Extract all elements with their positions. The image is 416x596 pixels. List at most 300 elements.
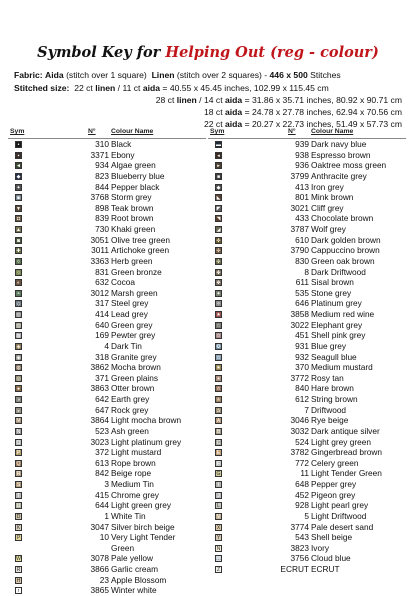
colour-name: Celery green (311, 457, 359, 468)
table-row (8, 490, 206, 501)
table-row (8, 224, 206, 235)
colour-name: Pale desert sand (311, 521, 374, 532)
table-row (208, 500, 406, 511)
colour-name: Green grey (111, 319, 153, 330)
symbol-table-right (208, 127, 406, 575)
colour-name: Chrome grey (111, 489, 159, 500)
floss-number: 23 (99, 574, 109, 585)
color-swatch-icon: ▬ (216, 142, 221, 148)
color-swatch-icon: ▩ (16, 333, 21, 340)
table-row (208, 256, 406, 267)
table-row (8, 256, 206, 267)
floss-number: 3021 (290, 202, 309, 213)
floss-number: 939 (295, 139, 309, 149)
colour-name: Marsh green (111, 287, 158, 298)
floss-number: 648 (295, 479, 309, 489)
table-row (8, 309, 206, 320)
table-row (208, 203, 406, 214)
floss-number: 371 (95, 372, 109, 383)
table-row (8, 373, 206, 384)
table-row (8, 383, 206, 394)
color-swatch-icon: ◓ (16, 290, 21, 297)
colour-name: Mink brown (311, 192, 354, 203)
table-row (208, 182, 406, 193)
colour-name: Earth grey (111, 394, 150, 404)
floss-number: 3032 (290, 425, 309, 436)
table-row (208, 405, 406, 416)
floss-number: 372 (95, 447, 109, 458)
stitch-count: 446 x 500 (269, 70, 308, 80)
size-ct: 22 ct (203, 119, 223, 129)
size-line-3 (204, 107, 402, 117)
floss-number: 3022 (290, 319, 309, 330)
color-swatch-icon: ✪ (216, 343, 221, 350)
color-swatch-icon: R (16, 567, 21, 573)
floss-number: 317 (95, 298, 109, 309)
colour-name: Black (111, 139, 132, 149)
table-row (208, 213, 406, 224)
color-swatch-icon: r (15, 587, 22, 594)
colour-name: Winter white (111, 585, 157, 596)
colour-name: Pepper grey (311, 479, 357, 489)
floss-number: 931 (295, 340, 309, 351)
header-sym: Sym (210, 128, 225, 135)
color-swatch-icon: O (16, 439, 21, 446)
colour-name: Green bronze (111, 266, 162, 277)
colour-name: Ivory (311, 542, 329, 553)
size-value: = 20.27 x 22.73 inches, 51.49 x 57.73 cm (244, 119, 402, 129)
color-swatch-icon: ○ (16, 269, 21, 276)
color-swatch-icon: B (216, 428, 221, 435)
table-row (8, 192, 206, 203)
table-row (208, 490, 406, 501)
table-row (8, 575, 206, 586)
size-value: = 24.78 x 27.78 inches, 62.94 x 70.56 cm (244, 107, 402, 117)
floss-number: 4 (104, 340, 109, 351)
color-swatch-icon: ■ (216, 173, 221, 180)
table-header (208, 127, 406, 139)
floss-number: 839 (95, 213, 109, 224)
table-row (8, 362, 206, 373)
floss-number: 730 (95, 224, 109, 234)
colour-name: Seagull blue (311, 351, 357, 362)
colour-name: Chocolate brown (311, 213, 374, 224)
table-row (8, 160, 206, 171)
color-swatch-icon: ◉ (16, 354, 21, 361)
floss-number: 3756 (290, 553, 309, 564)
colour-name: Anthracite grey (311, 170, 367, 181)
colour-name: Pigeon grey (311, 489, 356, 500)
floss-number: 414 (95, 309, 109, 319)
color-swatch-icon: ◒ (16, 407, 21, 414)
fabric-label: Fabric: (14, 70, 43, 80)
floss-number: 831 (95, 266, 109, 277)
table-row (8, 171, 206, 182)
floss-number: 823 (95, 170, 109, 181)
table-row (8, 330, 206, 341)
floss-number: 3047 (90, 521, 109, 532)
table-row (8, 203, 206, 214)
table-row (8, 267, 206, 278)
floss-number: 318 (95, 351, 109, 362)
color-swatch-icon: ✥ (216, 280, 221, 287)
table-row (208, 320, 406, 331)
color-swatch-icon: ✢ (216, 248, 221, 255)
floss-number: 3790 (290, 245, 309, 256)
color-swatch-icon: S (16, 482, 21, 488)
color-swatch-icon: ✰ (216, 407, 221, 414)
table-row (8, 341, 206, 352)
color-swatch-icon: U (16, 503, 21, 510)
table-row (8, 182, 206, 193)
table-row (208, 564, 406, 575)
colour-name: Driftwood (311, 404, 347, 415)
table-row (208, 543, 406, 554)
table-row (208, 277, 406, 288)
rows-right (208, 139, 406, 575)
color-swatch-icon: ✭ (216, 375, 221, 382)
table-row (208, 298, 406, 309)
colour-name: Shell beige (311, 532, 353, 543)
colour-name: Medium mustard (311, 362, 373, 373)
floss-number: 3858 (290, 309, 309, 319)
floss-number: 3363 (90, 255, 109, 266)
color-swatch-icon: ✜ (216, 237, 221, 244)
colour-name: String brown (311, 394, 358, 404)
floss-number: ECRUT (280, 564, 309, 574)
fabric-linen-note: (stitch over 2 squares) - (176, 70, 268, 80)
color-swatch-icon: ★ (216, 312, 221, 318)
colour-name: Steel grey (111, 298, 149, 309)
header-sym: Sym (10, 128, 25, 135)
table-row (208, 171, 406, 182)
color-swatch-icon: V (216, 513, 221, 520)
floss-number: 523 (95, 425, 109, 436)
color-swatch-icon: P (16, 535, 21, 542)
floss-number: 3862 (90, 362, 109, 373)
colour-name: Khaki green (111, 224, 156, 234)
table-row (8, 405, 206, 416)
table-row (8, 213, 206, 224)
table-row (8, 500, 206, 511)
color-swatch-icon: ◆ (216, 184, 221, 191)
table-row (208, 532, 406, 543)
floss-number: 535 (295, 287, 309, 298)
colour-name: ECRUT (311, 564, 340, 574)
colour-name: Dark golden brown (311, 234, 381, 245)
color-swatch-icon: ✯ (216, 397, 221, 403)
table-row (208, 383, 406, 394)
colour-name: Stone grey (311, 287, 352, 298)
colour-name: White Tin (111, 510, 146, 521)
color-swatch-icon: M (16, 418, 21, 425)
colour-name: Ash green (111, 425, 149, 436)
fabric-aida: Aida (45, 70, 64, 80)
color-swatch-icon: X (216, 524, 221, 531)
size-sep: / 11 ct (115, 83, 143, 93)
color-swatch-icon: ◤ (216, 205, 221, 212)
color-swatch-icon: Y (216, 535, 221, 542)
floss-number: 842 (95, 468, 109, 479)
color-swatch-icon: ✬ (216, 365, 221, 372)
table-row (208, 415, 406, 426)
colour-name: Ebony (111, 149, 135, 160)
floss-number: 3863 (90, 383, 109, 394)
table-row (8, 468, 206, 479)
floss-number: 3011 (91, 245, 109, 256)
table-row (8, 532, 206, 543)
floss-number: 524 (295, 436, 309, 447)
table-row (208, 479, 406, 490)
color-swatch-icon: ◑ (16, 397, 21, 403)
table-row (8, 447, 206, 458)
size-kind: linen (176, 95, 197, 105)
colour-name: Sisal brown (311, 277, 354, 288)
color-swatch-icon: ◊ (15, 258, 22, 265)
table-row (208, 150, 406, 161)
table-row (8, 511, 206, 522)
floss-number: 3012 (90, 287, 109, 298)
fabric-line (14, 70, 416, 80)
table-row (208, 468, 406, 479)
table-row (8, 277, 206, 288)
table-row (208, 426, 406, 437)
header-colour-name: Colour Name (311, 128, 354, 135)
colour-name: Dark Tin (111, 340, 142, 351)
color-swatch-icon: Z (216, 567, 221, 573)
colour-name-continuation: Green (111, 542, 135, 553)
table-row (8, 479, 206, 490)
floss-number: 611 (295, 277, 309, 288)
floss-number: 3046 (290, 415, 309, 426)
floss-number: 610 (295, 234, 309, 245)
floss-number: 3782 (290, 447, 309, 458)
size-kind: aida (224, 107, 243, 117)
table-row (208, 267, 406, 278)
colour-name: Pale yellow (111, 553, 153, 564)
color-swatch-icon: P (16, 450, 21, 457)
table-row (8, 298, 206, 309)
table-row (208, 245, 406, 256)
color-swatch-icon: E (216, 450, 221, 457)
color-swatch-icon: ✦ (216, 290, 221, 297)
colour-name: Cliff grey (311, 202, 344, 213)
floss-number: 5 (304, 510, 309, 521)
floss-number: 3023 (90, 436, 109, 447)
table-row (208, 447, 406, 458)
floss-number: 11 (300, 468, 309, 479)
table-row (208, 511, 406, 522)
floss-number: 3078 (90, 553, 109, 564)
stitch-count-label: Stitches (310, 70, 341, 80)
rows-left (8, 139, 206, 596)
colour-name: Cappuccino brown (311, 245, 380, 256)
color-swatch-icon: ▸ (215, 162, 222, 169)
color-swatch-icon: K (16, 524, 21, 531)
colour-name: Pewter grey (111, 330, 156, 341)
color-swatch-icon: I (215, 481, 222, 488)
table-row (208, 437, 406, 448)
color-swatch-icon: ◢ (216, 227, 221, 233)
floss-number: 543 (295, 532, 309, 543)
colour-name: Teak brown (111, 202, 154, 213)
table-row (208, 522, 406, 533)
table-row (208, 224, 406, 235)
colour-name: Medium red wine (311, 309, 375, 319)
table-row-continuation (8, 543, 206, 554)
color-swatch-icon: ✮ (216, 386, 221, 393)
color-swatch-icon: ✩ (216, 333, 221, 340)
color-swatch-icon: ✚ (16, 248, 21, 255)
floss-number: 452 (295, 489, 309, 500)
color-swatch-icon: H (16, 577, 21, 584)
floss-number: 934 (95, 160, 109, 171)
floss-number: 772 (295, 457, 309, 468)
floss-number: 415 (95, 489, 109, 500)
table-row (8, 458, 206, 469)
colour-name: Light Tender Green (311, 468, 382, 479)
color-swatch-icon: ◎ (16, 375, 21, 382)
size-line-2 (156, 95, 402, 105)
colour-name: Oaktree moss green (311, 160, 387, 171)
header-colour-name: Colour Name (111, 128, 154, 135)
floss-number: 644 (95, 500, 109, 511)
floss-number: 938 (295, 149, 309, 160)
color-swatch-icon: ◄ (16, 163, 21, 170)
color-swatch-icon: ● (16, 386, 21, 393)
colour-name: Garlic cream (111, 564, 159, 574)
floss-number: 612 (295, 394, 309, 404)
table-row (208, 362, 406, 373)
table-row (8, 415, 206, 426)
colour-name: Otter brown (111, 383, 155, 394)
table-row (8, 320, 206, 331)
colour-name: Lead grey (111, 309, 148, 319)
title-prefix: Symbol Key for (37, 44, 161, 61)
color-swatch-icon: N (216, 545, 221, 552)
colour-name: Light grey green (311, 436, 371, 447)
color-swatch-icon: W (16, 556, 21, 563)
colour-name: Storm grey (111, 192, 152, 203)
colour-name: Blue grey (311, 340, 347, 351)
size-kind: linen (95, 83, 116, 93)
table-row (8, 426, 206, 437)
table-row (8, 235, 206, 246)
table-row (208, 192, 406, 203)
floss-number: 640 (95, 319, 109, 330)
table-row (8, 585, 206, 596)
size-kind: aida (224, 119, 243, 129)
table-row (208, 288, 406, 299)
color-swatch-icon: • (15, 141, 22, 148)
colour-name: Very Light Tender (111, 532, 176, 543)
floss-number: 1 (104, 510, 109, 521)
table-row (208, 394, 406, 405)
floss-number: 928 (295, 500, 309, 511)
colour-name: Silver birch beige (111, 521, 175, 532)
colour-name: Granite grey (111, 351, 157, 362)
color-swatch-icon: ◍ (16, 365, 21, 372)
floss-number: 413 (295, 181, 309, 192)
title-pattern-name: Helping Out (reg - colour) (165, 44, 379, 61)
colour-name: Wolf grey (311, 224, 346, 234)
color-swatch-icon: Q (16, 460, 21, 467)
symbol-table-left (8, 127, 206, 596)
colour-name: Green plains (111, 372, 159, 383)
colour-name: Dark Driftwood (311, 266, 366, 277)
colour-name: Espresso brown (311, 149, 371, 160)
floss-number: 3 (104, 479, 109, 489)
colour-name: Beige rope (111, 468, 152, 479)
table-row (8, 553, 206, 564)
color-swatch-icon: ▲ (16, 227, 21, 233)
colour-name: Cocoa (111, 277, 135, 288)
floss-number: 8 (304, 266, 309, 277)
colour-name: Light pearl grey (311, 500, 369, 511)
floss-number: 801 (295, 192, 309, 203)
colour-name: Mocha brown (111, 362, 161, 373)
table-row (8, 394, 206, 405)
colour-name: Shell pink grey (311, 330, 366, 341)
colour-name: Hare brown (311, 383, 354, 394)
table-row (208, 352, 406, 363)
floss-number: 3865 (90, 585, 109, 596)
color-swatch-icon: ✣ (216, 258, 221, 265)
colour-name: Rope brown (111, 457, 156, 468)
table-row (208, 139, 406, 150)
colour-name: Elephant grey (311, 319, 363, 330)
color-swatch-icon: ▨ (16, 322, 21, 329)
table-row (208, 553, 406, 564)
floss-number: 3774 (290, 521, 309, 532)
floss-number: 3823 (290, 542, 309, 553)
floss-number: 647 (95, 404, 109, 415)
table-row (8, 288, 206, 299)
color-swatch-icon: ◆ (16, 173, 21, 180)
page-title (0, 44, 416, 61)
colour-name: Medium Tin (111, 479, 154, 489)
colour-name: Cloud blue (311, 553, 351, 564)
floss-number: 646 (295, 298, 309, 309)
color-swatch-icon: … (216, 556, 221, 563)
table-row (208, 330, 406, 341)
color-swatch-icon: ◘ (16, 216, 21, 223)
colour-name: Light mustard (111, 447, 162, 458)
colour-name: Apple Blossom (111, 574, 167, 585)
colour-name: Dark navy blue (311, 139, 367, 149)
table-row (8, 522, 206, 533)
colour-name: Algae green (111, 160, 156, 171)
floss-number: 613 (95, 457, 109, 468)
table-row (208, 341, 406, 352)
floss-number: 642 (95, 394, 109, 404)
color-swatch-icon: T (16, 492, 21, 499)
colour-name: Rosy tan (311, 372, 344, 383)
fabric-linen: Linen (151, 70, 175, 80)
color-swatch-icon: ◥ (216, 216, 221, 223)
fabric-aida-note: (stitch over 1 square) (66, 70, 147, 80)
color-swatch-icon: ✦ (16, 184, 21, 191)
colour-name: Herb green (111, 255, 153, 266)
color-swatch-icon: C (216, 439, 221, 446)
size-kind: aida (224, 95, 243, 105)
table-header (8, 127, 206, 139)
colour-name: Artichoke green (111, 245, 170, 256)
table-row (208, 309, 406, 320)
floss-number: 844 (95, 181, 109, 192)
colour-name: Iron grey (311, 181, 344, 192)
size-value: = 40.55 x 45.45 inches, 102.99 x 115.45 cm (162, 83, 329, 93)
